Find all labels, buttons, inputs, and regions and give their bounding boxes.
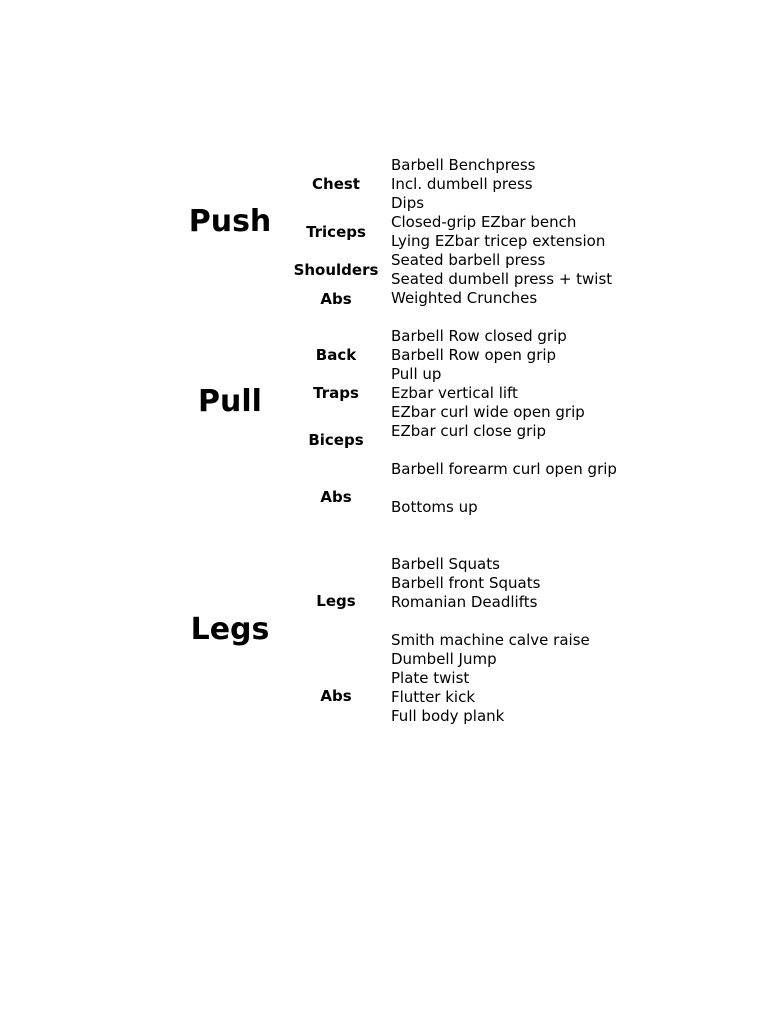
muscle-abs: Abs [320,687,352,705]
exercise-item [391,479,617,498]
exercise-item: Barbell forearm curl open grip [391,460,617,478]
exercise-item: Barbell Benchpress [391,156,536,174]
exercise-item: Seated dumbell press + twist [391,270,613,288]
muscle-chest: Chest [312,175,360,193]
muscle-traps: Traps [313,384,359,402]
exercise-item: Barbell Row open grip [391,346,557,364]
exercise-item: Dumbell Jump [391,650,497,668]
exercise-item: Weighted Crunches [391,289,538,307]
exercise-item [391,612,590,631]
exercise-list-pull [391,327,617,517]
exercise-item: Pull up [391,365,442,383]
exercise-item: Seated barbell press [391,251,546,269]
group-title-push: Push [188,204,272,239]
exercise-item: Dips [391,194,425,212]
muscle-biceps: Biceps [308,431,364,449]
muscle-triceps: Triceps [306,223,366,241]
group-title-pull: Pull [198,384,262,419]
exercise-list-push [391,156,612,308]
exercise-item: Incl. dumbell press [391,175,533,193]
exercise-list-legs [391,555,590,726]
muscle-legs: Legs [316,592,356,610]
exercise-item: Romanian Deadlifts [391,593,538,611]
muscle-back: Back [315,346,357,364]
exercise-item: Barbell front Squats [391,574,541,592]
muscle-abs: Abs [320,488,352,506]
exercise-item: Smith machine calve raise [391,631,590,649]
exercise-item: Closed-grip EZbar bench [391,213,577,231]
group-title-legs: Legs [190,612,270,647]
exercise-item: EZbar curl close grip [391,422,547,440]
exercise-item: Barbell Row closed grip [391,327,567,345]
muscle-shoulders: Shoulders [293,261,379,279]
exercise-item: Lying EZbar tricep extension [391,232,606,250]
exercise-item: EZbar curl wide open grip [391,403,585,421]
exercise-item: Bottoms up [391,498,478,516]
exercise-item: Plate twist [391,669,470,687]
exercise-item: Flutter kick [391,688,476,706]
exercise-item: Ezbar vertical lift [391,384,518,402]
exercise-item: Full body plank [391,707,505,725]
exercise-item: Barbell Squats [391,555,500,573]
exercise-item [391,441,617,460]
muscle-abs: Abs [320,290,352,308]
